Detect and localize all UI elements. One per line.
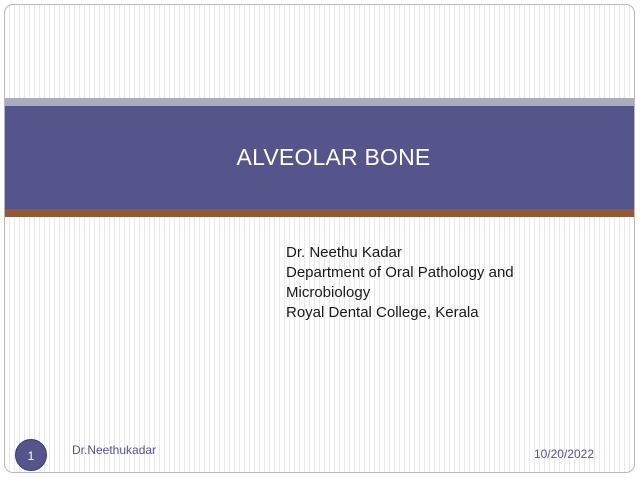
- subtitle-department: Department of Oral Pathology and: [286, 264, 514, 281]
- subtitle-author: Dr. Neethu Kadar: [286, 244, 402, 261]
- bottom-accent-stripe: [5, 209, 634, 217]
- footer-author: Dr.Neethukadar: [72, 443, 157, 457]
- subtitle-college: Royal Dental College, Kerala: [286, 304, 479, 321]
- subtitle-block: [286, 243, 586, 323]
- subtitle-department-cont: Microbiology: [286, 284, 371, 301]
- slide-frame: [4, 4, 635, 473]
- top-accent-stripe: [5, 98, 634, 106]
- slide-title: ALVEOLAR BONE: [236, 144, 431, 170]
- slide-number-badge: 1: [15, 439, 47, 471]
- footer-date: 10/20/2022: [533, 447, 594, 461]
- title-band: [5, 106, 634, 209]
